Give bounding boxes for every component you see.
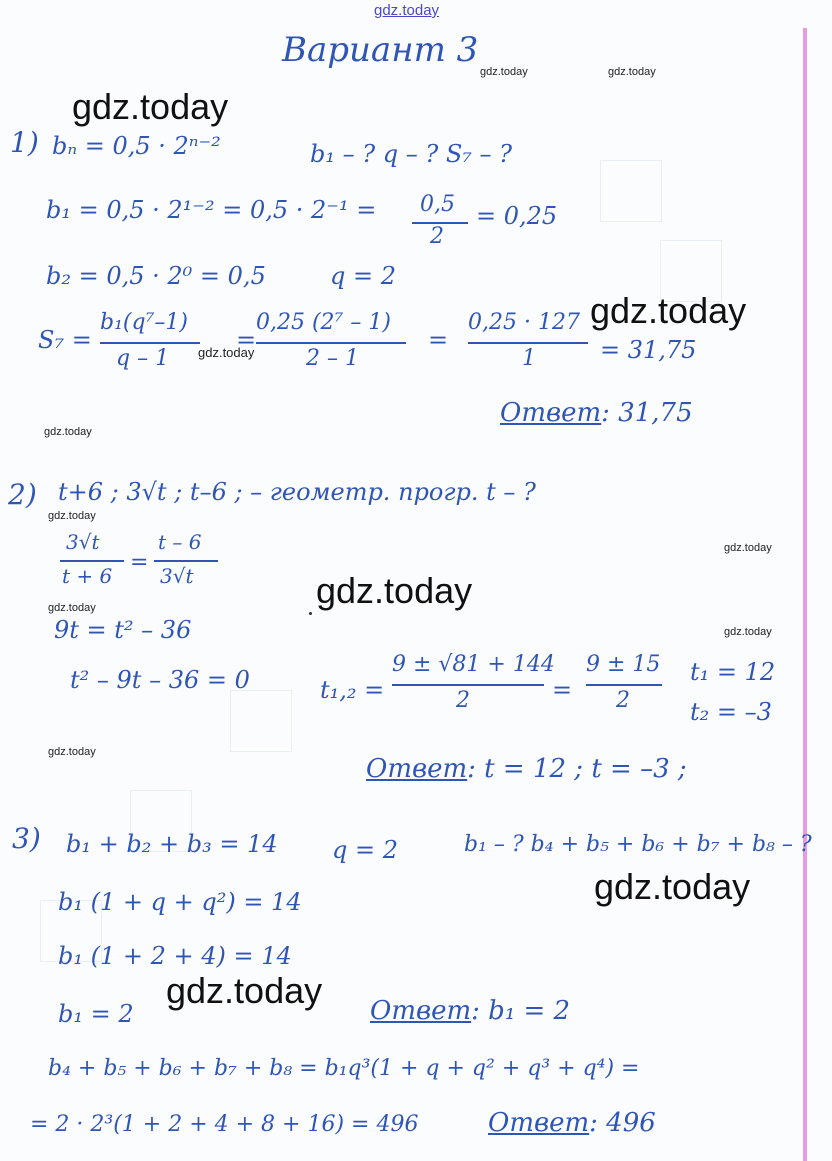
watermark-big: gdz.today bbox=[72, 86, 229, 127]
fraction-numerator: 0,25 · 127 bbox=[468, 310, 580, 335]
problem-1-number: 1) bbox=[10, 126, 39, 159]
fraction-numerator: t – 6 bbox=[158, 530, 202, 554]
problem-2-line-quadratic: t² – 9t – 36 = 0 bbox=[70, 666, 250, 694]
watermark-big: gdz.today bbox=[166, 970, 323, 1011]
fraction-numerator: 9 ± 15 bbox=[586, 652, 661, 677]
problem-2-t1: t₁ = 12 bbox=[690, 658, 776, 686]
fraction-denominator: 3√t bbox=[160, 564, 194, 588]
problem-3-line-2: b₁ (1 + q + q²) = 14 bbox=[58, 888, 302, 916]
answer-value: : 496 bbox=[589, 1108, 656, 1138]
problem-2-eq-2: = bbox=[552, 676, 573, 704]
answer-label: Ответ bbox=[500, 398, 602, 428]
problem-3-number: 3) bbox=[12, 822, 41, 855]
problem-1-b2-line: b₂ = 0,5 · 2⁰ = 0,5 bbox=[46, 262, 266, 290]
fraction-denominator: 2 bbox=[456, 688, 470, 713]
watermark-big: gdz.today bbox=[590, 290, 747, 331]
watermark-big: gdz.today bbox=[316, 570, 473, 611]
fraction-denominator: 2 bbox=[430, 224, 444, 249]
problem-3-find: b₁ – ? b₄ + b₅ + b₆ + b₇ + b₈ – ? bbox=[464, 832, 812, 857]
watermark-top: gdz.today bbox=[374, 2, 440, 19]
paper-grid-decoration bbox=[230, 690, 292, 752]
problem-1-s7-label: S₇ = bbox=[38, 326, 92, 354]
problem-1-given: bₙ = 0,5 · 2ⁿ⁻² bbox=[52, 132, 221, 160]
paper-grid-decoration bbox=[600, 160, 662, 222]
problem-2-line-9t: 9t = t² – 36 bbox=[54, 616, 192, 644]
page-title: Вариант 3 bbox=[282, 30, 479, 70]
fraction-denominator: 2 – 1 bbox=[306, 346, 359, 371]
problem-3-line-3: b₁ (1 + 2 + 4) = 14 bbox=[58, 942, 292, 970]
fraction-numerator: 0,5 bbox=[420, 192, 455, 217]
fraction-bar bbox=[256, 342, 406, 344]
answer-value: : t = 12 ; t = –3 ; bbox=[467, 754, 687, 784]
problem-1-s7-result: = 31,75 bbox=[600, 336, 697, 364]
watermark-small: gdz.today bbox=[724, 542, 772, 554]
fraction-bar bbox=[392, 684, 544, 686]
answer-label: Ответ bbox=[370, 996, 472, 1026]
fraction-numerator: b₁(q⁷–1) bbox=[100, 310, 188, 335]
fraction-bar bbox=[154, 560, 218, 562]
problem-1-b1-result: = 0,25 bbox=[476, 202, 558, 230]
fraction-bar bbox=[60, 560, 124, 562]
fraction-bar bbox=[586, 684, 662, 686]
watermark-small: gdz.today bbox=[480, 66, 528, 78]
watermark-small: gdz.today bbox=[48, 746, 96, 758]
problem-2-answer bbox=[366, 754, 687, 784]
watermark-small: gdz.today bbox=[44, 426, 92, 438]
watermark-small: gdz.today bbox=[724, 626, 772, 638]
problem-1-find: b₁ – ? q – ? S₇ – ? bbox=[310, 140, 513, 168]
problem-1-s7-eq-2: = bbox=[428, 326, 449, 354]
problem-3-q: q = 2 bbox=[332, 836, 398, 864]
watermark-small: gdz.today bbox=[198, 345, 255, 360]
problem-2-condition: t+6 ; 3√t ; t–6 ; – геометр. прогр. t – ? bbox=[58, 478, 536, 506]
problem-3-answer-1 bbox=[370, 996, 570, 1026]
problem-3-given: b₁ + b₂ + b₃ = 14 bbox=[66, 830, 278, 858]
problem-2-number: 2) bbox=[8, 478, 37, 511]
problem-1-q: q = 2 bbox=[330, 262, 396, 290]
watermark-big: gdz.today bbox=[594, 866, 751, 907]
problem-1-s7-eq-1: = bbox=[236, 326, 257, 354]
problem-3-line-4: b₁ = 2 bbox=[58, 1000, 134, 1028]
fraction-numerator: 3√t bbox=[66, 530, 100, 554]
answer-label: Ответ bbox=[488, 1108, 590, 1138]
fraction-denominator: 2 bbox=[616, 688, 630, 713]
problem-3-line-5: b₄ + b₅ + b₆ + b₇ + b₈ = b₁q³(1 + q + q² + q³ + q⁴) = bbox=[48, 1056, 640, 1081]
watermark-small: gdz.today bbox=[48, 602, 96, 614]
answer-value: : b₁ = 2 bbox=[471, 996, 571, 1026]
fraction-bar bbox=[468, 342, 588, 344]
problem-2-t2: t₂ = –3 bbox=[690, 698, 772, 726]
problem-2-t12-label: t₁,₂ = bbox=[320, 676, 385, 704]
fraction-denominator: 1 bbox=[522, 346, 536, 371]
problem-2-eq: = bbox=[130, 550, 149, 575]
watermark-small: gdz.today bbox=[608, 66, 656, 78]
fraction-numerator: 0,25 (2⁷ – 1) bbox=[256, 310, 391, 335]
problem-3-answer-2 bbox=[488, 1108, 656, 1138]
fraction-denominator: q – 1 bbox=[116, 346, 170, 371]
fraction-numerator: 9 ± √81 + 144 bbox=[392, 652, 555, 677]
problem-3-line-6: = 2 · 2³(1 + 2 + 4 + 8 + 16) = 496 bbox=[30, 1112, 419, 1137]
answer-label: Ответ bbox=[366, 754, 468, 784]
problem-1-b1-line: b₁ = 0,5 · 2¹⁻² = 0,5 · 2⁻¹ = bbox=[46, 196, 377, 224]
watermark-small: gdz.today bbox=[48, 510, 96, 522]
margin-line bbox=[803, 28, 807, 1161]
ink-dot bbox=[309, 612, 312, 615]
fraction-bar bbox=[100, 342, 200, 344]
answer-value: : 31,75 bbox=[601, 398, 693, 428]
problem-1-answer bbox=[500, 398, 693, 428]
fraction-denominator: t + 6 bbox=[62, 564, 113, 588]
